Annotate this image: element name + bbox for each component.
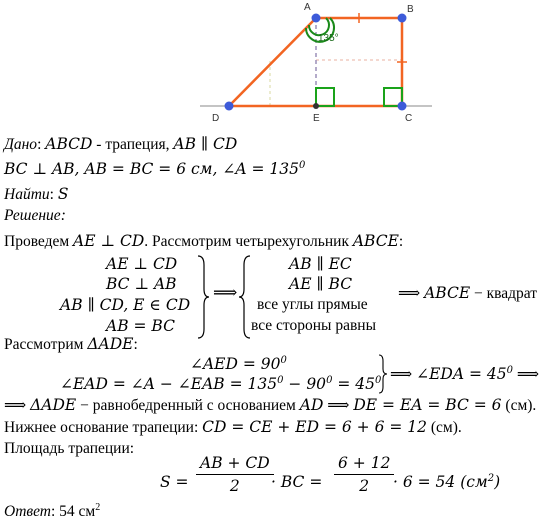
- point-e: [313, 103, 319, 109]
- label-a: A: [304, 2, 311, 13]
- point-c: [398, 102, 407, 111]
- step2-line: Рассмотрим ΔADE:: [4, 335, 138, 353]
- given-label: Дано: [4, 136, 38, 153]
- trapezoid-figure: [0, 0, 550, 130]
- angle-label: 135°: [318, 33, 339, 44]
- formula-tail: · 6 = 54 $(см^2)$: [393, 473, 501, 491]
- system1-line: AE ⊥ CD: [106, 255, 178, 273]
- system2-line: все углы прямые: [257, 296, 368, 313]
- right-brace: [196, 255, 210, 339]
- given-line-2: BC ⊥ AB, AB = BC = 6 см, ∠A = $135^0$: [4, 160, 306, 178]
- system2-line: AE ∥ BC: [289, 275, 353, 293]
- label-b: B: [407, 4, 414, 15]
- step1-line: Проведем AE ⊥ CD. Рассмотрим четырехугольник ABCE:: [4, 232, 404, 250]
- system2-line: AB ∥ EC: [289, 255, 352, 273]
- fraction-2: $\frac{6 + 12}{2}$: [334, 454, 394, 495]
- area-title: Площадь трапеции:: [4, 440, 135, 457]
- system3-line-1: ∠AED = $90^0$: [190, 355, 287, 373]
- point-b: [398, 14, 407, 23]
- point-d: [225, 102, 234, 111]
- find-line: Найти: S: [4, 185, 69, 203]
- right-brace-2: [378, 354, 388, 394]
- point-a: [312, 14, 321, 23]
- solution-label: Решение:: [4, 207, 66, 224]
- label-c: C: [405, 113, 413, 124]
- left-brace: [238, 255, 252, 339]
- formula-s: S =: [160, 473, 189, 491]
- system3-line-2: ∠EAD = ∠A − ∠EAB = $135^0 - 90^0 = 45^0$: [60, 375, 382, 393]
- right-angle-e: [316, 88, 334, 106]
- label-d: D: [212, 113, 220, 124]
- given-line-1: Дано: ABCD - трапеция, AB ∥ CD: [4, 135, 238, 153]
- formula-mid: · BC =: [271, 473, 323, 491]
- conclusion1: ⟹ ABCE − квадрат: [398, 284, 538, 302]
- system1-line: AB ∥ CD, E ∈ CD: [60, 296, 191, 314]
- system1-line: BC ⊥ AB: [106, 275, 177, 293]
- base-line: Нижнее основание трапеции: CD = CE + ED = 6 + 6 = 12 (см).: [4, 418, 462, 436]
- system1-line: AB = BC: [106, 317, 175, 335]
- implies-arrow: ⟹: [213, 283, 238, 303]
- isosceles-line: ⟹ ΔADE − равнобедренный с основанием AD ⟹ DE = EA = BC = 6 (см).: [4, 396, 537, 414]
- fraction-1: $\frac{AB + CD}{2}$: [196, 454, 274, 495]
- answer-line: Ответ: 54 $см^2$: [4, 502, 101, 520]
- label-e: E: [313, 113, 320, 124]
- conclusion2: ⟹ ∠EDA = $45^0$ ⟹: [390, 365, 540, 383]
- system2-line: все стороны равны: [251, 317, 376, 334]
